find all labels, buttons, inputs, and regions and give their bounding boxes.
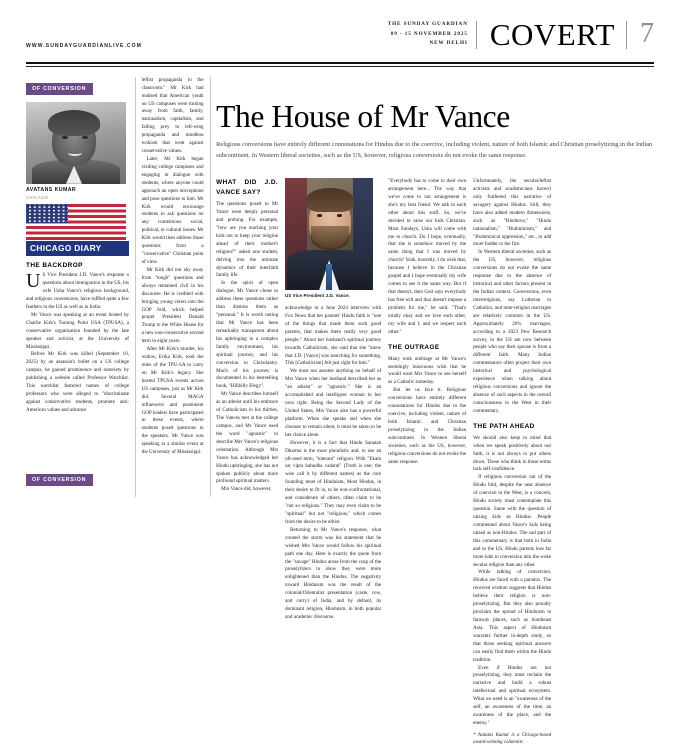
article-paragraph: However, it is a fact that Hindu Sanatan Dharma is the most pluralistic and, to use an oft-used term, "tolerant" religion. With "Ekam sat vipra bahudha vadanti" (Truth is one; the wise call it by different names) as the core founding tenet of Hinduism, Most Hindus, in their desire to fit in, to be non-confrontational, and considerate of others, often claim to be "not so religious." They may even claim to be "spiritual" but not "religious," which comes from the desire to be elitist. <box>285 439 382 525</box>
author-portrait <box>26 102 126 184</box>
column-rule <box>135 77 136 497</box>
section-tag-top: OF CONVERSION <box>26 83 93 95</box>
article-paragraph: "Everybody has to come to their own arrangement here... The way that we've come to our arrangement is she's my best friend. We talk to each other about this stuff. So, we've decided to raise our kids Christian. Most Sundays, Usha will come with me to church. Do I hope, eventually, that she is somehow moved by the same thing that I was moved by church? Yeah, honestly, I do wish that, because I believe in the Christian gospel and I hope eventually my wife comes to see it the same way. But if that doesn't, then God says everybody has free will and that doesn't impose a problem for me," he said. "That's totally okay and we love each other, my wife and I, and we respect each other." <box>388 178 467 335</box>
photo-eye-left <box>317 214 322 217</box>
article-paragraph: We must not assume anything on behalf of Mrs Vance when her husband described her as "an atheist" or "agnostic." She is an accomplished and intelligent woman in her own right. Being the Second Lady of the United States, Mrs Vance also has a powerful platform. When she speaks and when she chooses to remain silent, it must be taken to be her choice alone. <box>285 368 382 438</box>
portrait-smile-shape <box>68 150 82 156</box>
column-gap <box>466 178 473 747</box>
article-paragraph: Many took umbrage at Mr Vance's seemingly innocuous wish that he would want Mrs Vance to see herself as a Catholic someday. <box>388 355 467 386</box>
photo-caption: US Vice President J.D. Vance. <box>285 293 350 299</box>
continuation-paragraph: After Mr Kirk's murder, his widow, Erika Kirk, took the reins of the TPU-SA to carry on Mr Kirk's legacy. She hosted TPUSA events across US campuses, just as Mr Kirk did. Several MAGA influencers and prominent GOP leaders have participated in these events, where students posed questions to the speakers. Mr Vance was speaking at a similar event at the University of Mississippi. <box>141 346 204 456</box>
continuation-paragraph: Mr Kirk did not shy away from "tough" questions and always remained civil in his discourse. He is credited with bringing young voters into the GOP fold, which helped propel President Donald Trump to the White House for a new non-consecutive second term in eight years. <box>141 266 204 345</box>
continuation-column <box>142 77 204 497</box>
article-paragraph: But let us face it. Religious conversions have entirely different connotations for Hindus due to the coercive, including violent, nature of both Islamic and Christian proselytizing in the Indian subcontinent. In Western liberal societies, such as the US, however, religious conversions do not evoke the same response. <box>388 387 467 465</box>
author-name: AVATANS KUMAR <box>26 186 77 193</box>
article-paragraph: Returning to Mr Vance's response, what created the storm was his statement that he wished Mrs Vance would follow his spiritual path one day. Here is exactly the quote from the "savage" Hindus arose from the cusp of the proselytizers to show they were more enlightened than the Hindus. The negativity toward Hinduism was the result of the colonial/Orientalist presentation (caste, cow, and curry) of India, and by default, its dominant religion, Hinduism, in both popular and academic discourse. <box>285 526 382 620</box>
photo-hair-shape <box>306 188 354 212</box>
article-paragraph: Even if Hindus are not proselytizing, they must reclaim the narrative and build a robust intellectual and spiritual ecosystem. What we need is an "awareness of the self, an awareness of the time, an awareness of the place, and the enemy." <box>473 664 552 726</box>
article-paragraph: While talking of conversion, Hindus are faced with a paradox. The received wisdom suggests that Hindus believe their religion is non-proselytizing. But they also proudly proclaim the spread of Hinduism in faraway places, such as Southeast Asia. This aspect of Hinduism warrants further in-depth study, so that those seeking spiritual answers can easily find them within the Hindu tradition. <box>473 569 552 663</box>
page-number: 7 <box>640 18 654 49</box>
masthead <box>0 0 680 62</box>
photo-tie-shape <box>326 264 332 290</box>
article-section-heading: WHAT DID J.D. VANCE SAY? <box>216 179 279 197</box>
article-paragraph: The questions posed to Mr Vance were deeply personal and probing. For example, "how are you teaching your kids not to keep your religion ahead of their mother's religion?" asked one student, delving into the intimate dynamics of their interfaith family life. <box>216 201 279 279</box>
vance-photo <box>285 178 373 290</box>
column-brand: CHICAGO DIARY <box>26 241 129 257</box>
article-paragraph: We should also keep in mind that when we speak positively about our faith, it is not always to put others down. Those who think in those terms lack self-confidence. <box>473 434 552 473</box>
section-title: COVERT <box>489 17 615 52</box>
author-city: CHICAGO <box>26 194 49 200</box>
article-standfirst: Religious conversions have entirely different connotations for Hindus due to the coercive, including violent, nature of both Islamic and Christian proselytizing in the Indian subcontinent. In Western liberal societies, such as the US, however, religious conversions do not evoke the same response. <box>216 141 653 160</box>
us-flag-icon <box>26 204 126 240</box>
article-paragraph: In the spirit of open dialogue, Mr Vance chose to address these questions rather than dismiss them as "personal." It is worth noting that Mr Vance has been remarkably transparent about his upbringing in a complex family environment, his spiritual journey, and his conversion to Christianity. Much of his journey is documented in his bestselling book, "Hillbilly Elegy". <box>216 280 279 390</box>
page-content <box>0 67 680 746</box>
article-column-4 <box>473 178 551 747</box>
article-column-3 <box>388 178 466 747</box>
masthead-edition-city: NEW DELHI <box>429 40 468 47</box>
rail-section-heading: THE BACKDROP <box>26 262 83 270</box>
portrait-eye-right <box>82 136 88 139</box>
continuation-paragraph: Later, Mr Kirk began visiting college campuses and engaging in dialogue with students, where anyone could approach an open microphone and pose questions to him. Mr Kirk would encourage students to ask questions on any contentious social, political, or cultural issues. Mr Kirk would then address those questions from a "conservative" Christian point of view. <box>141 156 204 265</box>
article-section-heading: THE PATH AHEAD <box>473 422 535 430</box>
column-gap <box>381 178 388 747</box>
article-column-2 <box>285 178 381 747</box>
portrait-hair-shape <box>48 110 100 136</box>
article-columns <box>216 178 654 747</box>
photo-beard-shape <box>311 226 349 250</box>
flag-stars <box>26 204 68 223</box>
photo-eye-right <box>337 214 342 217</box>
masthead-issue-info <box>388 20 476 49</box>
article-headline: The House of Mr Vance <box>216 98 510 134</box>
article-paragraph: Mrs Vance did, however, <box>221 486 272 493</box>
rail-paragraph: US Vice President J.D. Vance's response o questions about immigration in the US, his wife Usha Vance's religious background, and religious conversions, have ruffled quite a few feathers in the US as well as in India. <box>26 270 129 310</box>
left-rail <box>26 77 129 497</box>
article-column-1 <box>216 178 278 747</box>
masthead-rule-thick <box>26 62 654 64</box>
column-gap <box>278 178 285 747</box>
website-url: WWW.SUNDAYGUARDIANLIVE.COM <box>26 43 142 49</box>
continuation-paragraph: leftist propaganda in the classroom." Mr Kirk had realised that American youth on US campuses were turning away from faith, family, nationalism, capitalism, and falling prey to left-wing propaganda and mindless wokism that went against conservative values. <box>141 76 204 155</box>
rail-backdrop-body <box>26 272 129 415</box>
article-paragraph: acknowledge in a June 2024 interview with Fox News that her parents' Hindu faith is "one of the things that made them such good parents, that makes them really very good people." About her husband's spiritual journey towards Catholicism, she said that she "knew that J.D. [Vance] was searching for something. This [Catholicism] felt just right for him." <box>285 305 382 367</box>
main-article <box>216 77 654 746</box>
masthead-publication: THE SUNDAY GUARDIAN <box>387 21 468 27</box>
rail-paragraph: Before Mr Kirk was killed (September 10, 2025) by an assassin's bullet on a US college campus, he gained prominence and notoriety by publishing a website called Professor Watchlist. This watchlist featured names of college professors who were alleged to "discriminate against conservative students, promote anti-American values and advance <box>26 351 129 413</box>
rail-paragraph: Mr Vance was speaking at an event hosted by Charlie Kirk's Turning Point USA (TPUSA), a conservative organization founded by the late speaker and activist, at the University of Mississippi. <box>26 311 129 350</box>
section-tag-bottom: OF CONVERSION <box>26 474 93 486</box>
article-paragraph: Mr Vance describes himself as an atheist until his embrace of Catholicism in his thirties. The Vances met at the college campus, and Mr Vance used the word "agnostic" to describe Mrs Vance's religious orientation. Although Mrs Vance has acknowledged her Hindu upbringing, she has not spoken publicly about more profound spiritual matters. <box>216 391 279 485</box>
article-paragraph: If religious conversion out of the Hindu fold, despite the near absence of coercion in the West, is a concern, Hindu society must contemplate this question. Same with the question of raising kids as Hindus. People commented about Vance's kids being raised as non-Hindus. The sad part of this commentary is that both in India and in the US, Hindu parents lose far more kids to conversion into the woke secular religion than any other. <box>473 474 552 568</box>
portrait-eye-left <box>62 136 68 139</box>
article-paragraph: In Western liberal societies, such as the US, however, religious conversions do not evoke the same response due to the absence of historical and other factors present in the Indian context. Conversions, even interreligious, say Lutheran to Catholics, and inter-religion marriages are relatively common in the US. Approximately 26% marriages, according to a 2023 Pew Research survey, in the US are now between people who say their spouse is from a different faith. Many Indian commentators often project their own historical and psychological experience when talking about religious conversions and ignore the absence of such aspects in the overall consciousness in the West in their commentary. <box>473 249 552 414</box>
article-paragraph: Unfortunately, the secular/leftist activists and academicians haven't only furthered this narrative of savagery against Hindus. Still, they have also added modern dimensions, such as "Hindutva," "Hindu nationalism," "Brahminism," and "Brahminical oppression," etc., to add more fodder to the fire. <box>473 178 552 248</box>
article-section-heading: THE OUTRAGE <box>388 343 440 351</box>
masthead-issue-date: 09 - 15 NOVEMBER 2025 <box>390 30 468 37</box>
continuation-body <box>142 77 204 457</box>
author-note: * Avatans Kumar is a Chicago-based award-winning columnist. <box>473 732 552 746</box>
column-rule <box>210 77 211 497</box>
